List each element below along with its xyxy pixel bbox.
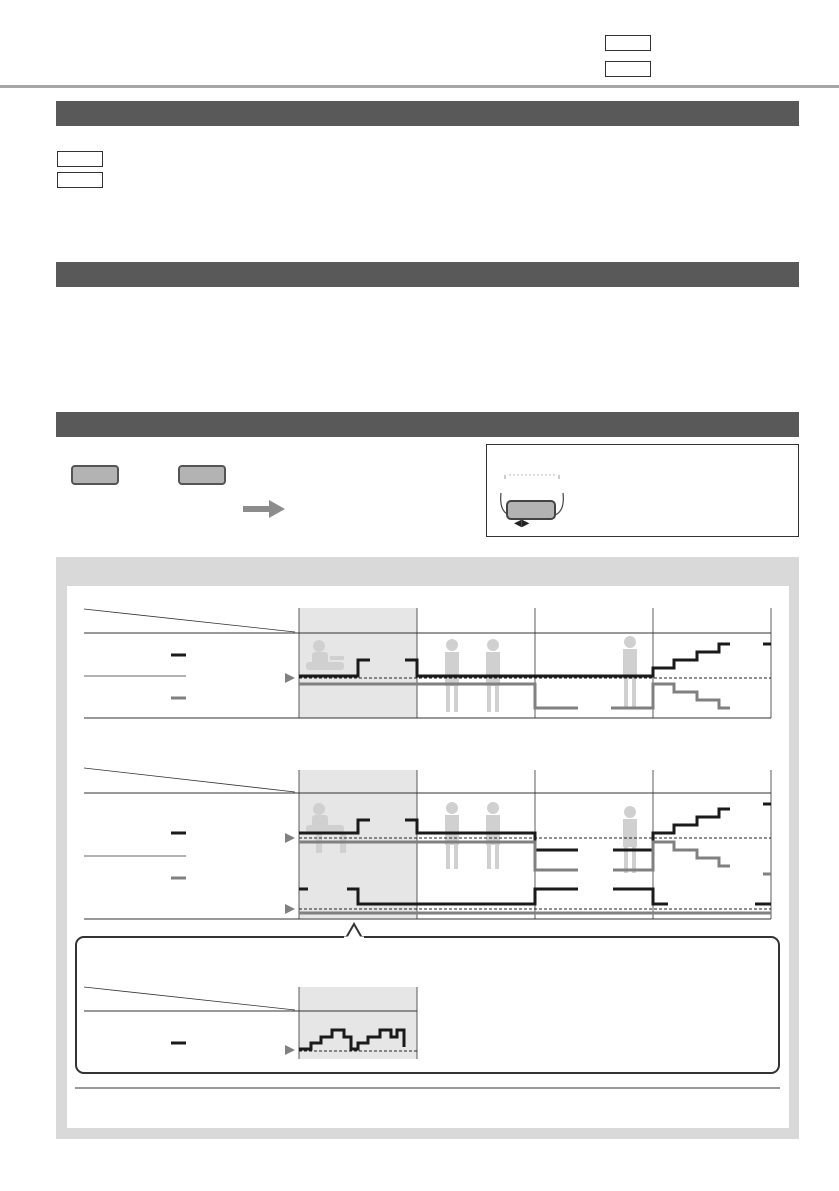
chart-panel-detail — [76, 924, 779, 1073]
chart-panel-a — [84, 608, 771, 718]
left-right-arrows-icon: ◀▶ — [514, 518, 530, 529]
chart-panel-b — [84, 768, 771, 919]
